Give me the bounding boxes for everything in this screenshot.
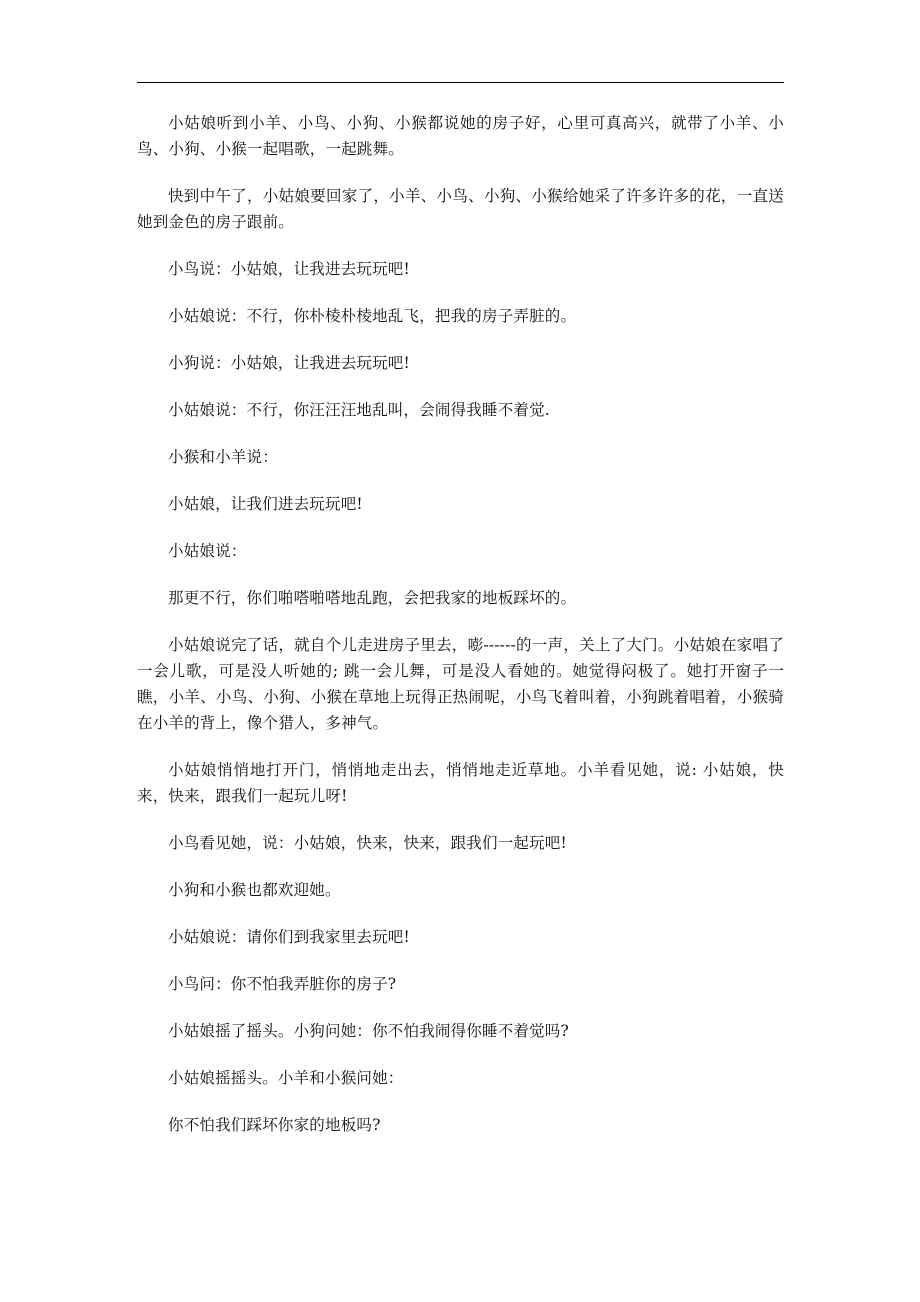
paragraph-6: 小姑娘说：不行，你汪汪汪地乱叫，会闹得我睡不着觉.: [168, 401, 550, 419]
paragraph-5: 小狗说：小姑娘，让我进去玩玩吧!: [168, 354, 410, 372]
header-rule: [137, 82, 784, 83]
paragraph-17: 小姑娘摇了摇头。小狗问她：你不怕我闹得你睡不着觉吗?: [168, 1022, 570, 1040]
paragraph-7: 小猴和小羊说：: [168, 448, 278, 466]
paragraph-1: 小姑娘听到小羊、小鸟、小狗、小猴都说她的房子好，心里可真高兴，就带了小羊、小鸟、小狗、小猴一起唱歌，一起跳舞。: [137, 114, 784, 158]
paragraph-11: 小姑娘说完了话，就自个儿走进房子里去，嘭------的一声，关上了大门。小姑娘在家唱了一会儿歌，可是没人听她的; 跳一会儿舞，可是没人看她的。她觉得闷极了。她打开窗子一瞧，小羊、小鸟、小狗、小猴在草地上玩得正热闹呢，小鸟飞着叫着，小狗跳着唱着，小猴骑在小羊的背上，像个猎人，多神气。: [137, 636, 784, 732]
paragraph-14: 小狗和小猴也都欢迎她。: [168, 881, 341, 899]
paragraph-16: 小鸟问：你不怕我弄脏你的房子?: [168, 975, 397, 993]
document-body: [137, 110, 784, 1159]
paragraph-8: 小姑娘，让我们进去玩玩吧!: [168, 495, 363, 513]
paragraph-9: 小姑娘说：: [168, 542, 247, 560]
paragraph-10: 那更不行，你们啪嗒啪嗒地乱跑，会把我家的地板踩坏的。: [168, 589, 577, 607]
paragraph-18: 小姑娘摇摇头。小羊和小猴问她：: [168, 1069, 404, 1087]
paragraph-12: 小姑娘悄悄地打开门，悄悄地走出去，悄悄地走近草地。小羊看见她，说: 小姑娘，快来，快来，跟我们一起玩儿呀!: [137, 761, 784, 805]
paragraph-19: 你不怕我们踩坏你家的地板吗?: [168, 1116, 381, 1134]
paragraph-13: 小鸟看见她，说：小姑娘，快来，快来，跟我们一起玩吧!: [168, 834, 567, 852]
paragraph-3: 小鸟说：小姑娘，让我进去玩玩吧!: [168, 260, 410, 278]
paragraph-4: 小姑娘说：不行，你朴棱朴棱地乱飞，把我的房子弄脏的。: [168, 307, 577, 325]
paragraph-15: 小姑娘说：请你们到我家里去玩吧!: [168, 928, 410, 946]
paragraph-2: 快到中午了，小姑娘要回家了，小羊、小鸟、小狗、小猴给她采了许多许多的花，一直送她到金色的房子跟前。: [137, 187, 784, 231]
